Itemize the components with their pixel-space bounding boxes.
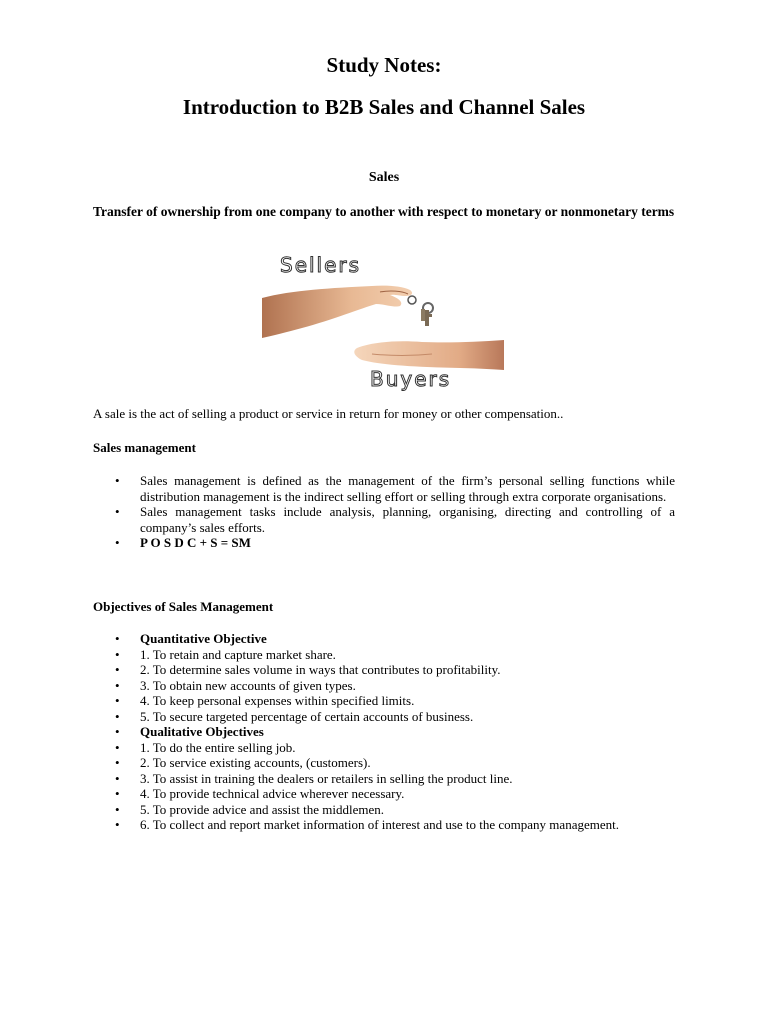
list-item: • Qualitative Objectives bbox=[115, 724, 264, 739]
bullet-icon: • bbox=[115, 662, 120, 677]
bullet-icon: • bbox=[115, 631, 120, 646]
bullet-icon: • bbox=[115, 786, 120, 801]
list-item: • 3. To assist in training the dealers or retailers in selling the product line. bbox=[115, 770, 513, 786]
list-item: • P O S D C + S = SM bbox=[115, 535, 251, 550]
list-item: • 3. To obtain new accounts of given types. bbox=[115, 677, 356, 693]
list-item: • 1. To retain and capture market share. bbox=[115, 646, 336, 662]
list-item: • 4. To provide technical advice wherever necessary. bbox=[115, 786, 405, 801]
bullet-icon: • bbox=[115, 693, 120, 708]
sellers-buyers-illustration bbox=[262, 250, 504, 392]
bullet-icon: • bbox=[115, 801, 120, 817]
bullet-icon: • bbox=[115, 724, 120, 739]
list-item: • Quantitative Objective bbox=[115, 631, 267, 646]
buyers-text: Buyers bbox=[370, 367, 452, 391]
list-item: • 6. To collect and report market information of interest and use to the company management. bbox=[115, 817, 619, 832]
bullet-icon: • bbox=[115, 755, 120, 770]
bullet-icon: • bbox=[115, 770, 120, 786]
document-title: Study Notes: bbox=[326, 53, 442, 77]
section-heading-objectives: Objectives of Sales Management bbox=[93, 599, 274, 614]
bullet-icon: • bbox=[115, 708, 120, 724]
sales-definition: Transfer of ownership from one company to another with respect to monetary or nonmonetary terms bbox=[93, 204, 675, 219]
buyer-hand bbox=[354, 340, 504, 370]
list-item: • 5. To secure targeted percentage of certain accounts of business. bbox=[115, 708, 474, 724]
list-item: • Sales management is defined as the management of the firm’s personal selling functions while distribution management is the indirect selling effort or selling through extra corporate organisations. bbox=[115, 473, 675, 504]
list-item: • Sales management tasks include analysis, planning, organising, directing and controlling of a company’s sales efforts. bbox=[115, 504, 675, 535]
seller-hand bbox=[262, 286, 412, 338]
bullet-icon: • bbox=[115, 817, 120, 832]
list-item: • 4. To keep personal expenses within specified limits. bbox=[115, 693, 415, 708]
section-heading-sales-management: Sales management bbox=[93, 440, 196, 455]
bullet-icon: • bbox=[115, 739, 120, 755]
bullet-icon: • bbox=[115, 677, 120, 693]
sales-paragraph: A sale is the act of selling a product or service in return for money or other compensation.. bbox=[93, 406, 564, 421]
section-heading-sales: Sales bbox=[368, 170, 400, 185]
list-item: • 1. To do the entire selling job. bbox=[115, 739, 296, 755]
sales-management-list bbox=[0, 473, 768, 551]
list-item: • 2. To determine sales volume in ways that contributes to profitability. bbox=[115, 662, 501, 677]
objectives-list bbox=[0, 631, 768, 833]
bullet-icon: • bbox=[115, 646, 120, 662]
list-item: • 5. To provide advice and assist the middlemen. bbox=[115, 801, 384, 817]
document-subtitle: Introduction to B2B Sales and Channel Sales bbox=[182, 95, 586, 119]
bullet-icon: • bbox=[115, 504, 120, 519]
list-item: • 2. To service existing accounts, (customers). bbox=[115, 755, 371, 770]
keys-icon bbox=[408, 296, 433, 326]
bullet-icon: • bbox=[115, 473, 120, 488]
bullet-icon: • bbox=[115, 535, 120, 550]
sellers-text: Sellers bbox=[280, 253, 362, 277]
